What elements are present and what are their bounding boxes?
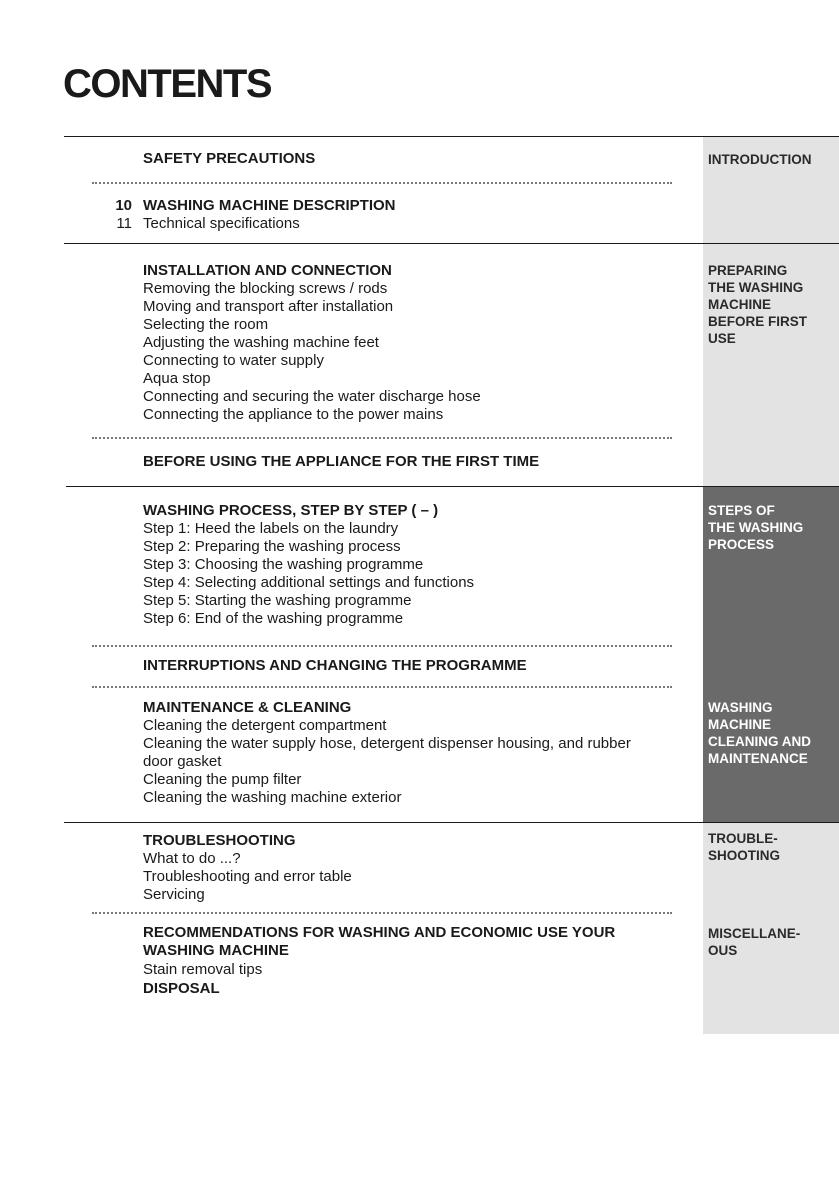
toc-page-number: 10 — [115, 197, 132, 214]
toc-entry-installation-item[interactable]: Aqua stop — [143, 370, 211, 387]
toc-entry-safety-precautions[interactable]: SAFETY PRECAUTIONS — [143, 150, 316, 167]
toc-entry-installation-item[interactable]: Connecting and securing the water discharge hose — [143, 388, 481, 405]
toc-entry-troubleshooting-heading[interactable]: TROUBLESHOOTING — [143, 832, 296, 849]
dotted-separator — [92, 645, 672, 647]
toc-entry-maintenance-item[interactable]: Cleaning the water supply hose, detergent dispenser housing, and rubber — [143, 735, 631, 752]
toc-entry-disposal[interactable]: DISPOSAL — [143, 980, 220, 997]
section-divider — [66, 486, 839, 487]
toc-entry-installation-item[interactable]: Selecting the room — [143, 316, 269, 333]
toc-entry-technical-specifications[interactable]: Technical specifications — [143, 215, 300, 232]
sidebar-cleaning-label[interactable]: WASHING MACHINE CLEANING AND MAINTENANCE — [708, 700, 811, 766]
toc-entry-troubleshooting-item[interactable]: Troubleshooting and error table — [143, 868, 352, 885]
toc-entry-machine-description[interactable]: WASHING MACHINE DESCRIPTION — [143, 197, 396, 214]
toc-entry-washing-step[interactable]: Step 3: Choosing the washing programme — [143, 556, 424, 573]
toc-entry-stain-removal[interactable]: Stain removal tips — [143, 961, 263, 978]
toc-entry-maintenance-heading[interactable]: MAINTENANCE & CLEANING — [143, 699, 352, 716]
toc-entry-washing-step[interactable]: Step 2: Preparing the washing process — [143, 538, 401, 555]
sidebar-preparing-label[interactable]: PREPARING THE WASHING MACHINE BEFORE FIRST USE — [708, 263, 808, 346]
sidebar-troubleshooting-label[interactable]: TROUBLE- SHOOTING — [708, 831, 781, 863]
dotted-separator — [92, 437, 672, 439]
toc-entry-washing-step[interactable]: Step 1: Heed the labels on the laundry — [143, 520, 399, 537]
toc-page-number: 11 — [116, 215, 132, 232]
toc-entry-first-time-use[interactable]: BEFORE USING THE APPLIANCE FOR THE FIRST TIME — [143, 453, 540, 470]
sidebar-introduction-label[interactable]: INTRODUCTION — [708, 152, 812, 167]
toc-entry-maintenance-item[interactable]: Cleaning the detergent compartment — [143, 717, 387, 734]
toc-entry-washing-step[interactable]: Step 4: Selecting additional settings and functions — [143, 574, 475, 591]
toc-entry-installation-item[interactable]: Adjusting the washing machine feet — [143, 334, 379, 351]
sidebar-steps-label[interactable]: STEPS OF THE WASHING PROCESS — [708, 503, 804, 552]
toc-entry-recommendations[interactable]: RECOMMENDATIONS FOR WASHING AND ECONOMIC USE YOUR — [143, 924, 616, 941]
toc-entry-interruptions[interactable]: INTERRUPTIONS AND CHANGING THE PROGRAMME — [143, 657, 527, 674]
toc-entry-maintenance-item[interactable]: door gasket — [143, 753, 222, 770]
page-title: CONTENTS — [63, 62, 271, 106]
section-divider — [64, 136, 839, 137]
toc-entry-maintenance-item[interactable]: Cleaning the washing machine exterior — [143, 789, 402, 806]
toc-entry-troubleshooting-item[interactable]: Servicing — [143, 886, 205, 903]
sidebar-misc-label[interactable]: MISCELLANE- OUS — [708, 926, 801, 958]
toc-entry-washing-process-heading[interactable]: WASHING PROCESS, STEP BY STEP ( – ) — [143, 502, 439, 519]
section-divider — [64, 243, 839, 244]
toc-entry-washing-step[interactable]: Step 6: End of the washing programme — [143, 610, 404, 627]
toc-entry-maintenance-item[interactable]: Cleaning the pump filter — [143, 771, 302, 788]
toc-entry-installation-item[interactable]: Connecting to water supply — [143, 352, 324, 369]
toc-entry-washing-step[interactable]: Step 5: Starting the washing programme — [143, 592, 412, 609]
toc-entry-installation-item[interactable]: Connecting the appliance to the power mains — [143, 406, 444, 423]
section-divider — [64, 822, 839, 823]
toc-entry-installation-item[interactable]: Removing the blocking screws / rods — [143, 280, 388, 297]
toc-entry-troubleshooting-item[interactable]: What to do ...? — [143, 850, 241, 867]
dotted-separator — [92, 686, 672, 688]
dotted-separator — [92, 912, 672, 914]
toc-entry-recommendations-cont[interactable]: WASHING MACHINE — [143, 942, 289, 959]
toc-entry-installation-heading[interactable]: INSTALLATION AND CONNECTION — [143, 262, 392, 279]
toc-entry-installation-item[interactable]: Moving and transport after installation — [143, 298, 394, 315]
dotted-separator — [92, 182, 672, 184]
